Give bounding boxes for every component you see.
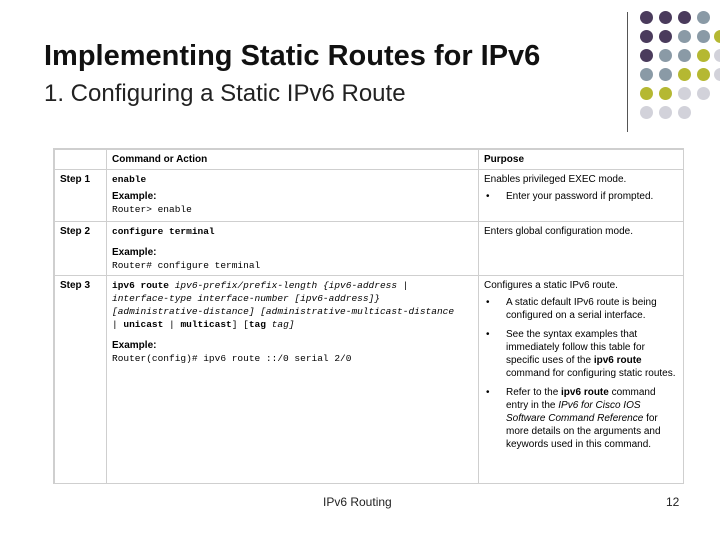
command-cell (107, 170, 479, 222)
dot (678, 11, 691, 24)
step-label: Step 1 (55, 170, 107, 222)
syntax-fragment: ] [ (231, 319, 249, 330)
dot (697, 30, 710, 43)
dot (697, 11, 710, 24)
example-label: Example: (112, 247, 157, 258)
dot (659, 30, 672, 43)
purpose-cell (479, 276, 684, 485)
bullet-text: command entry in the (506, 387, 656, 411)
command-header: Command or Action (107, 150, 479, 170)
command-cell (107, 222, 479, 276)
dot (640, 106, 653, 119)
table-row (55, 276, 684, 485)
bullet-text: command for configuring static routes. (506, 368, 676, 379)
command-syntax-line: interface-type interface-number [ipv6-address]} (112, 293, 380, 304)
command-args: ipv6-prefix/prefix-length {ipv6-address | (169, 280, 409, 291)
purpose-text: Enables privileged EXEC mode. (484, 174, 627, 185)
dot (659, 106, 672, 119)
table-row (55, 222, 684, 276)
syntax-fragment: | (112, 319, 124, 330)
dot (640, 30, 653, 43)
command-syntax-line (112, 318, 473, 331)
list-item: • Enter your password if prompted. (484, 190, 678, 203)
dot (659, 49, 672, 62)
command-cell (107, 276, 479, 485)
table-row (55, 170, 684, 222)
purpose-cell (479, 170, 684, 222)
example-text: Router# configure terminal (112, 260, 261, 271)
dot (678, 49, 691, 62)
command-text: enable (112, 174, 147, 185)
purpose-text: Enters global configuration mode. (484, 226, 633, 237)
dot (678, 68, 691, 81)
step-label: Step 3 (55, 276, 107, 485)
dot (640, 49, 653, 62)
dot (678, 87, 691, 100)
syntax-keyword: unicast (123, 319, 164, 330)
dot (640, 11, 653, 24)
example-label: Example: (112, 340, 157, 351)
list-item (484, 328, 678, 380)
dot (697, 49, 710, 62)
dot (640, 68, 653, 81)
dot (640, 87, 653, 100)
subtitle: 1. Configuring a Static IPv6 Route (44, 80, 406, 107)
purpose-cell (479, 222, 684, 276)
bullet-reference: IPv6 for Cisco IOS Software Command Reference (506, 400, 644, 424)
example-label: Example: (112, 191, 157, 202)
syntax-keyword: multicast (180, 319, 232, 330)
page-number: 12 (666, 495, 680, 509)
dot (659, 68, 672, 81)
command-table-image (53, 148, 684, 484)
dot (697, 68, 710, 81)
dot (714, 30, 720, 43)
dot (659, 11, 672, 24)
purpose-text: Configures a static IPv6 route. (484, 280, 618, 291)
list-item (484, 386, 678, 451)
bullet-text: See the syntax examples that immediately follow this table for specific uses of the (506, 329, 645, 366)
bullet-command: ipv6 route (561, 387, 609, 398)
title: Implementing Static Routes for IPv6 (44, 40, 541, 72)
command-syntax-line: [administrative-distance] [administrative-multicast-distance (112, 306, 455, 317)
example-text: Router(config)# ipv6 route ::/0 serial 2/0 (112, 353, 352, 364)
dot (678, 30, 691, 43)
syntax-fragment: tag] (265, 319, 295, 330)
step-label: Step 2 (55, 222, 107, 276)
dot (714, 68, 720, 81)
list-item: • A static default IPv6 route is being configured on a serial interface. (484, 296, 678, 322)
decorative-divider (627, 12, 628, 132)
dot (659, 87, 672, 100)
command-keyword: ipv6 route (112, 280, 170, 291)
bullet-text: Refer to the (506, 387, 562, 398)
syntax-fragment: | (163, 319, 181, 330)
dot (714, 49, 720, 62)
bullet-text: for more details on the arguments and keywords used in this command. (506, 413, 661, 450)
step-header-cell (55, 150, 107, 170)
purpose-bullets (484, 296, 678, 451)
purpose-bullets (484, 190, 678, 203)
footer-text: IPv6 Routing (323, 495, 392, 509)
bullet-command: ipv6 route (593, 355, 642, 366)
dot (678, 106, 691, 119)
syntax-keyword: tag (248, 319, 266, 330)
table-header-row (55, 150, 684, 170)
purpose-header: Purpose (479, 150, 684, 170)
command-table (54, 149, 684, 484)
command-syntax-line (112, 279, 473, 292)
dot (697, 87, 710, 100)
command-text: configure terminal (112, 226, 215, 237)
example-text: Router> enable (112, 204, 192, 215)
